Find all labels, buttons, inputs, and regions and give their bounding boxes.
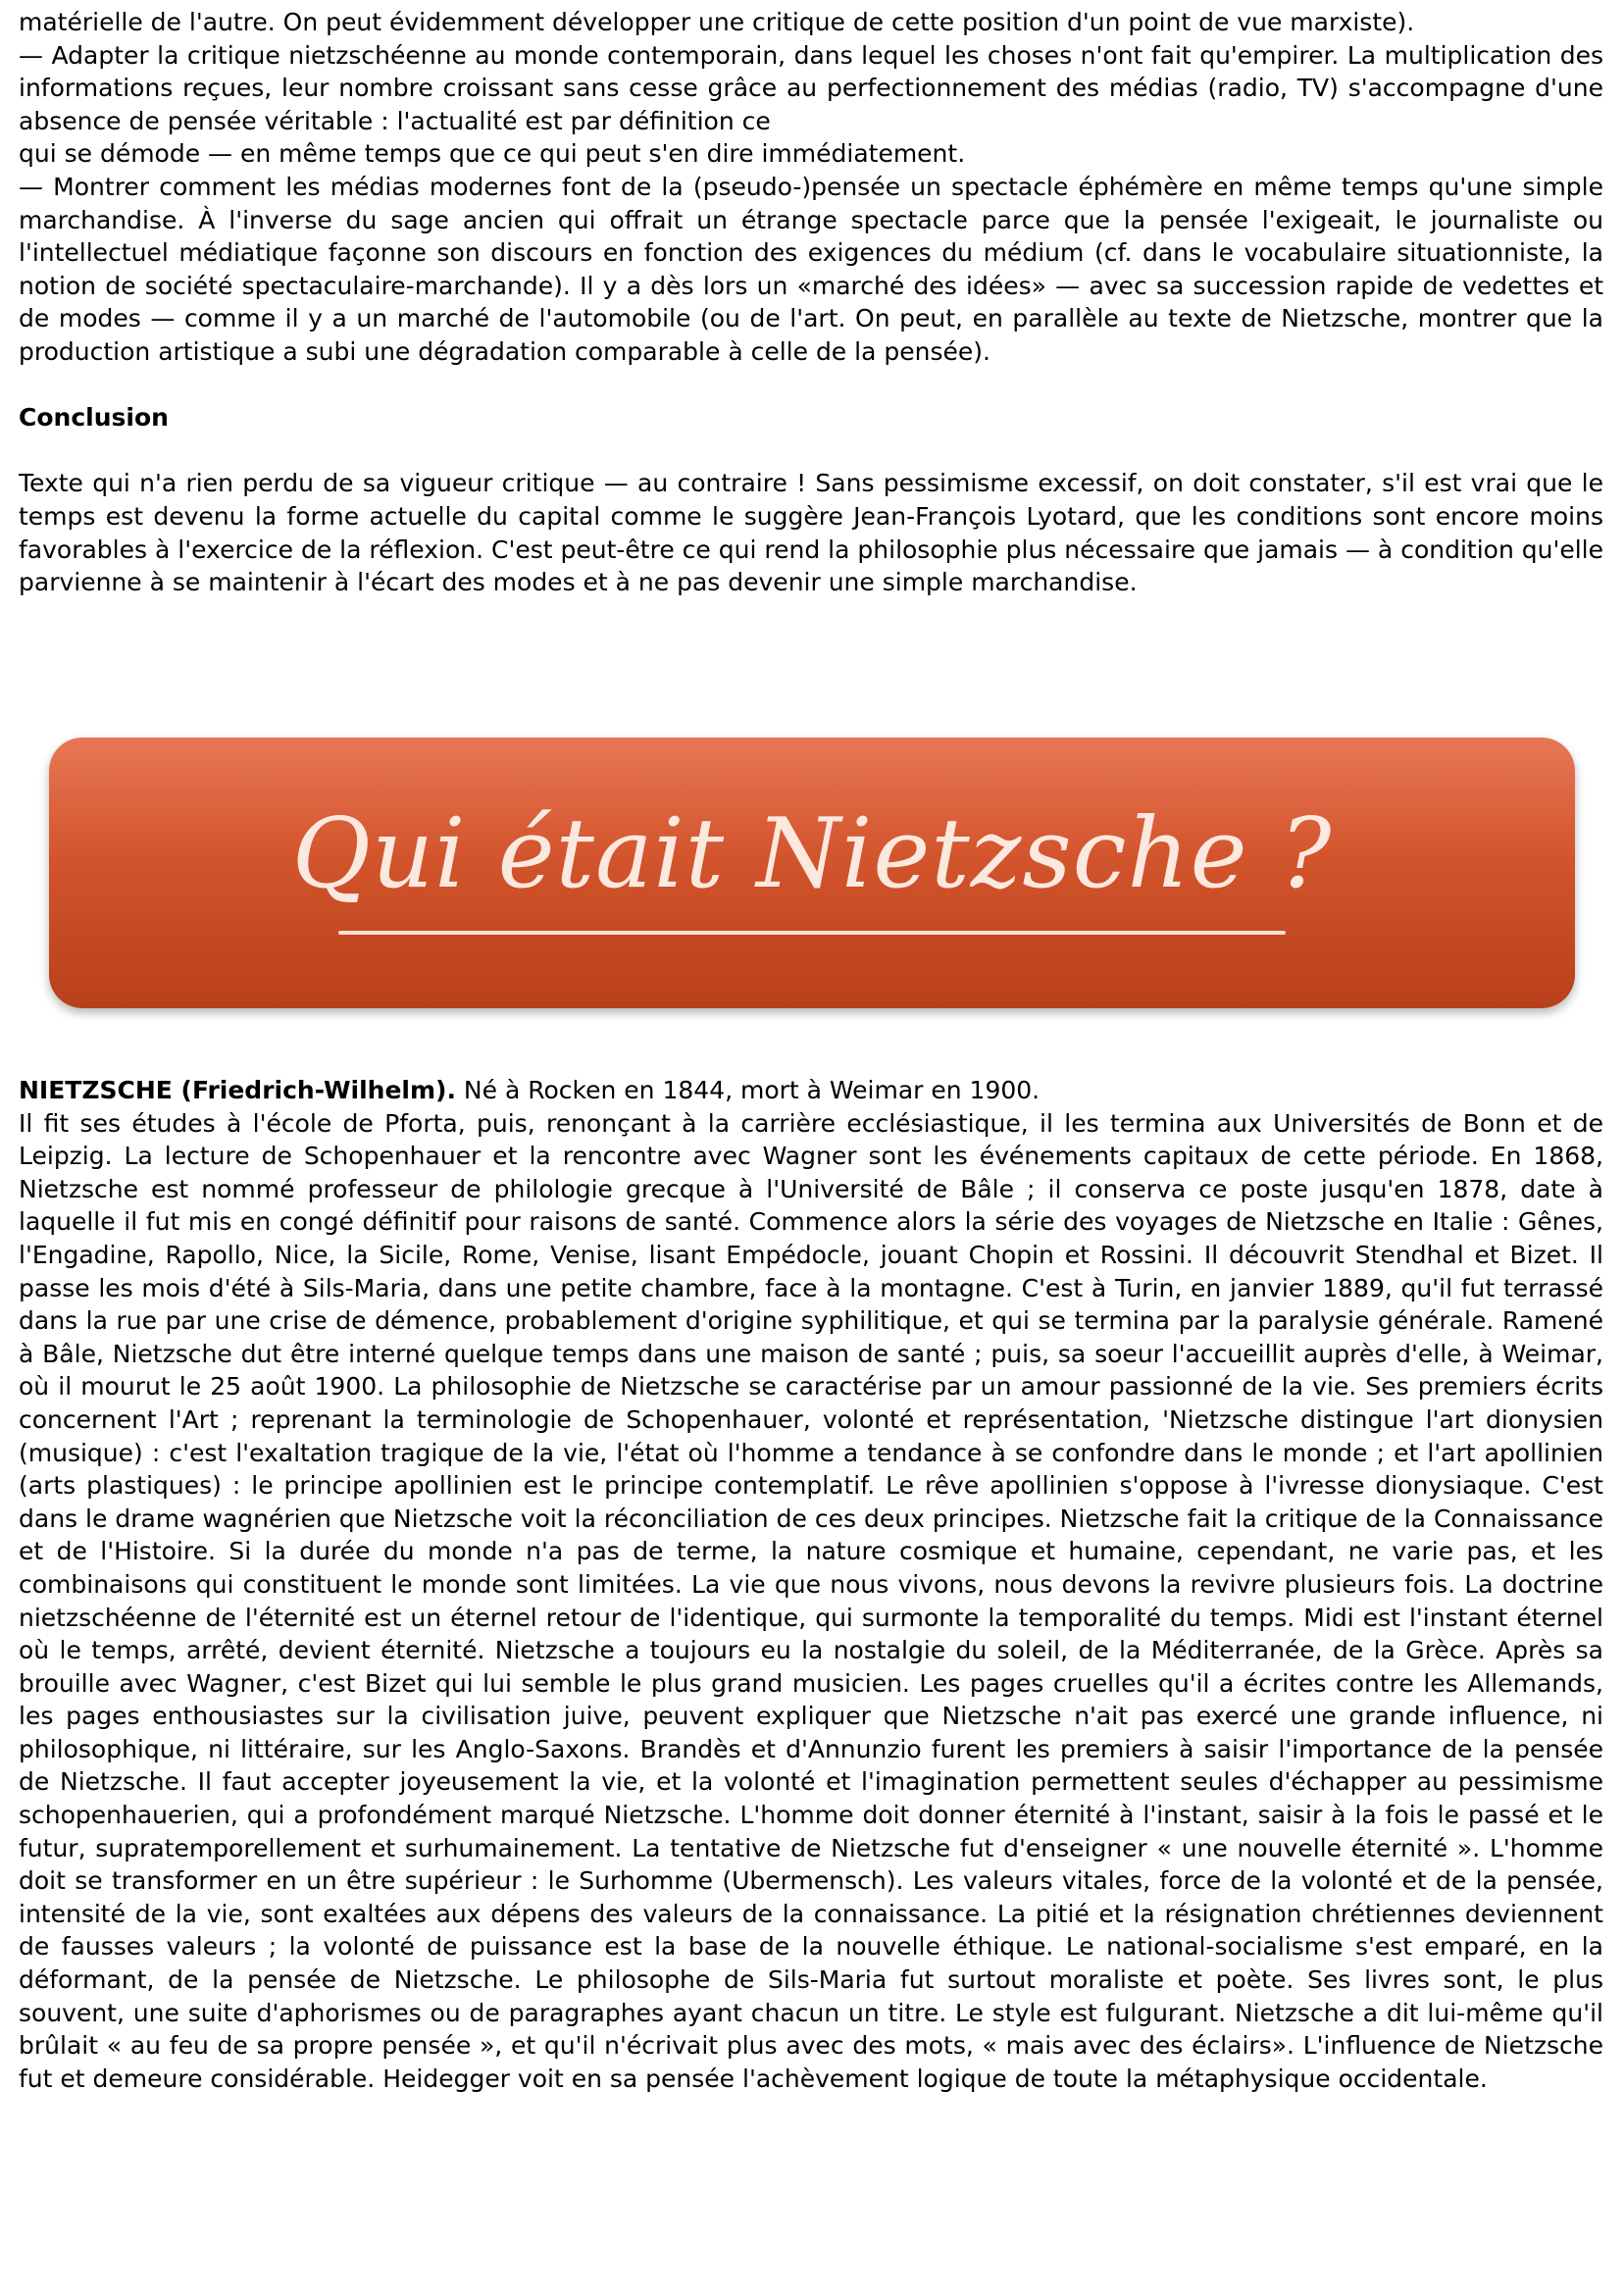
- spacer: [19, 369, 1603, 402]
- bio-body: Il fit ses études à l'école de Pforta, puis, renonçant à la carrière ecclésiastique, il les termina aux Universités de Bonn et de Leipzig. La lecture de Schopenhauer et la rencontre avec Wagner sont les événements capitaux de cette période. En 1868, Nietzsche est nommé professeur de philologie grecque à l'Université de Bâle ; il conserva ce poste jusqu'en 1878, date à laquelle il fut mis en congé définitif pour raisons de santé. Commence alors la série des voyages de Nietzsche en Italie : Gênes, l'Engadine, Rapollo, Nice, la Sicile, Rome, Venise, lisant Empédocle, jouant Chopin et Rossini. Il découvrit Stendhal et Bizet. Il passe les mois d'été à Sils-Maria, dans une petite chambre, face à la montagne. C'est à Turin, en janvier 1889, qu'il fut terrassé dans la rue par une crise de démence, probablement d'origine syphilitique, et qui se termina par la paralysie générale. Ramené à Bâle, Nietzsche dut être interné quelque temps dans une maison de santé ; puis, sa soeur l'accueillit auprès d'elle, à Weimar, où il mourut le 25 août 1900. La philosophie de Nietzsche se caractérise par un amour passionné de la vie. Ses premiers écrits concernent l'Art ; reprenant la terminologie de Schopenhauer, volonté et représentation, 'Nietzsche distingue l'art dionysien (musique) : c'est l'exaltation tragique de la vie, l'état où l'homme a tendance à se confondre dans le monde ; et l'art apollinien (arts plastiques) : le principe apollinien est le principe contemplatif. Le rêve apollinien s'oppose à l'ivresse dionysiaque. C'est dans le drame wagnérien que Nietzsche voit la réconciliation de ces deux principes. Nietzsche fait la critique de la Connaissance et de l'Histoire. Si la durée du monde n'a pas de terme, la nature cosmique et humaine, cependant, ne varie pas, et les combinaisons qui constituent le monde sont limitées. La vie que nous vivons, nous devons la revivre plusieurs fois. La doctrine nietzschéenne de l'éternité est un éternel retour de l'identique, qui surmonte la temporalité du temps. Midi est l'instant éternel où le temps, arrêté, devient éternité. Nietzsche a toujours eu la nostalgie du soleil, de la Méditerranée, de la Grèce. Après sa brouille avec Wagner, c'est Bizet qui lui semble le plus grand musicien. Les pages cruelles qu'il a écrites contre les Allemands, les pages enthousiastes sur la civilisation juive, peuvent expliquer que Nietzsche n'ait pas exercé une grande influence, ni philosophique, ni littéraire, sur les Anglo-Saxons. Brandès et d'Annunzio furent les premiers à saisir l'importance de la pensée de Nietzsche. Il faut accepter joyeusement la vie, et la volonté et l'imagination permettent seules d'échapper au pessimisme schopenhauerien, qui a profondément marqué Nietzsche. L'homme doit donner éternité à l'instant, saisir à la fois le passé et le futur, supratemporellement et surhumainement. La tentative de Nietzsche fut d'enseigner « une nouvelle éternité ». L'homme doit se transformer en un être supérieur : le Surhomme (Ubermensch). Les valeurs vitales, force de la volonté et de la pensée, intensité de la vie, sont exaltées aux dépens des valeurs de la connaissance. La pitié et la résignation chrétiennes deviennent de fausses valeurs ; la volonté de puissance est la base de la nouvelle éthique. Le national-socialisme s'est emparé, en la déformant, de la pensée de Nietzsche. Le philosophe de Sils-Maria fut surtout moraliste et poète. Ses livres sont, le plus souvent, une suite d'aphorismes ou de paragraphes ayant chacun un titre. Le style est fulgurant. Nietzsche a dit lui-même qu'il brûlait « au feu de sa propre pensée », et qu'il n'écrivait plus avec des mots, « mais avec des éclairs». L'influence de Nietzsche fut et demeure considérable. Heidegger voit en sa pensée l'achèvement logique de toute la métaphysique occidentale.: [19, 1108, 1603, 2093]
- document-top: [19, 6, 1603, 599]
- paragraph-medias: — Montrer comment les médias modernes font de la (pseudo-)pensée un spectacle éphémère en même temps qu'une simple marchandise. À l'inverse du sage ancien qui offrait un étrange spectacle parce que la pensée l'exigeait, le journaliste ou l'intellectuel médiatique façonne son discours en fonction des exigences du médium (cf. dans le vocabulaire situationniste, la notion de société spectaculaire-marchande). Il y a dès lors un «marché des idées» — avec sa succession rapide de vedettes et de modes — comme il y a un marché de l'automobile (ou de l'art. On peut, en parallèle au texte de Nietzsche, montrer que la production artistique a subi une dégradation comparable à celle de la pensée).: [19, 172, 1603, 366]
- banner-underline: [338, 931, 1286, 935]
- spacer: [19, 434, 1603, 468]
- conclusion-heading: Conclusion: [19, 403, 169, 433]
- banner-title: Qui était Nietzsche ?: [291, 798, 1333, 910]
- bio-name: NIETZSCHE (Friedrich-Wilhelm).: [19, 1076, 456, 1104]
- banner-background: [49, 738, 1575, 1008]
- biography-section: [19, 1074, 1603, 2095]
- bio-birth-death: Né à Rocken en 1844, mort à Weimar en 1900.: [455, 1076, 1040, 1104]
- paragraph-marxist: matérielle de l'autre. On peut évidemment développer une critique de cette position d'un point de vue marxiste).: [19, 8, 1415, 36]
- paragraph-demode: qui se démode — en même temps que ce qui peut s'en dire immédiatement.: [19, 139, 966, 169]
- conclusion-text: Texte qui n'a rien perdu de sa vigueur critique — au contraire ! Sans pessimisme excessif, on doit constater, s'il est vrai que le temps est devenu la forme actuelle du capital comme le suggère Jean-François Lyotard, que les conditions sont encore moins favorables à l'exercice de la réflexion. C'est peut-être ce qui rend la philosophie plus nécessaire que jamais — à condition qu'elle parvienne à se maintenir à l'écart des modes et à ne pas devenir une simple marchandise.: [19, 469, 1603, 597]
- bio-first-line: [19, 1074, 1603, 1107]
- nietzsche-banner: [49, 738, 1575, 1008]
- paragraph-adapter: — Adapter la critique nietzschéenne au monde contemporain, dans lequel les choses n'ont fait qu'empirer. La multiplication des informations reçues, leur nombre croissant sans cesse grâce au perfectionnement des médias (radio, TV) s'accompagne d'une absence de pensée véritable : l'actualité est par définition ce: [19, 40, 1603, 135]
